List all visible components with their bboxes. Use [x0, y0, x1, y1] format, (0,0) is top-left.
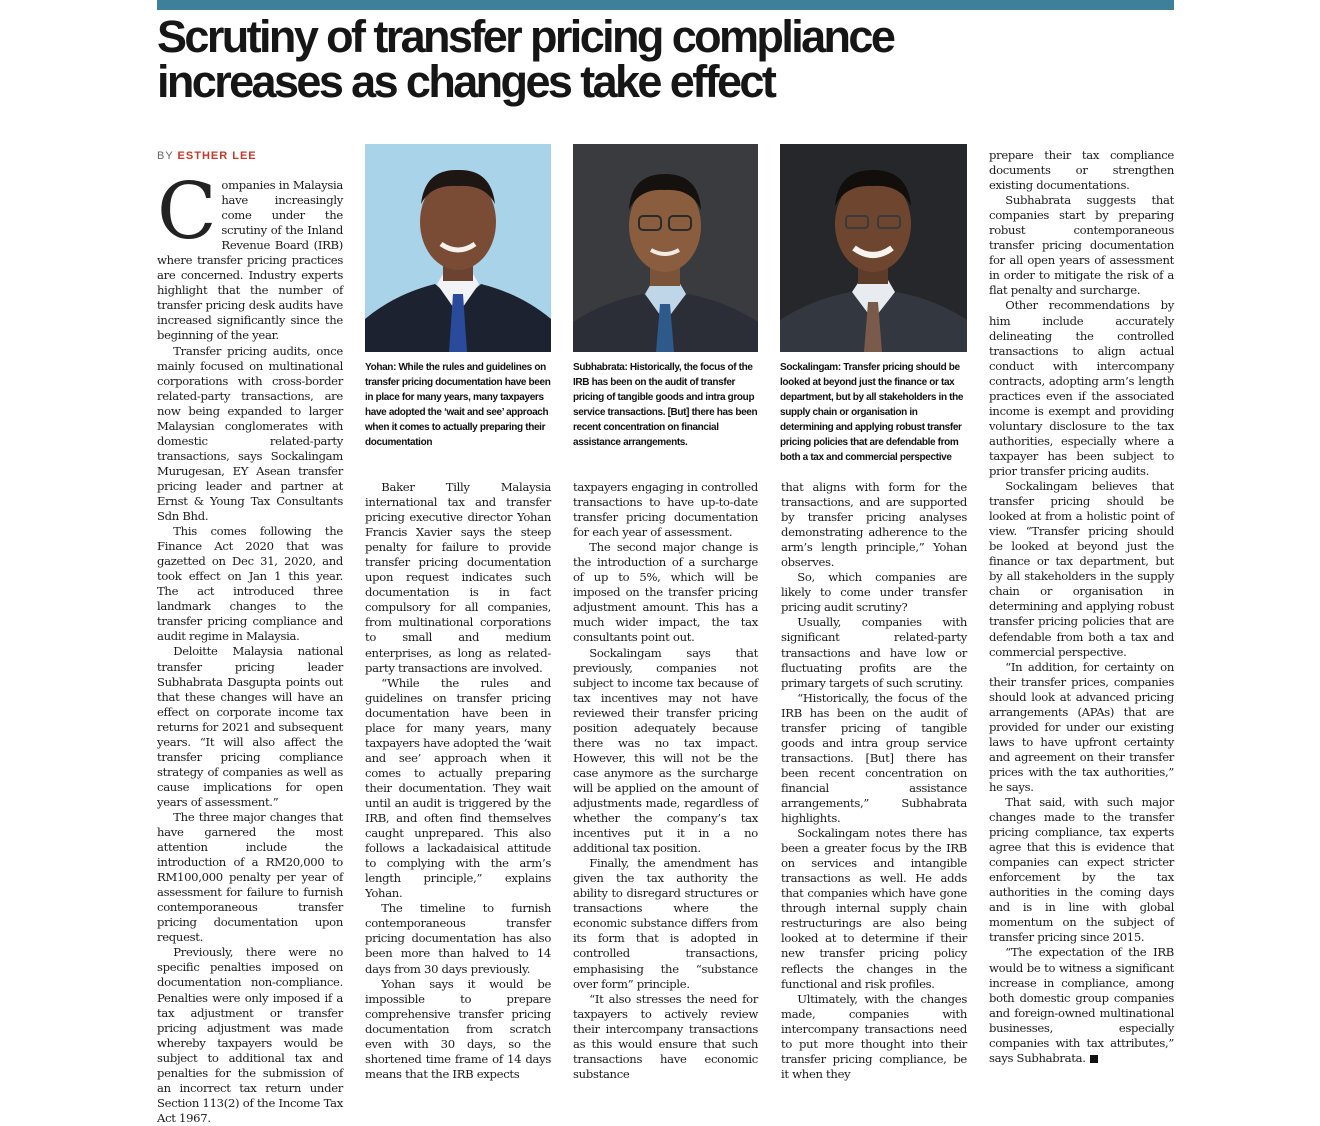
paragraph: Deloitte Malaysia national transfer pricing leader Subhabrata Dasgupta points out that these changes will have an effect on corporate income tax returns for 2021 and subsequent years. “It will also affect the transfer pricing compliance strategy of companies as well as cause implications for open years of assessment.”	[157, 644, 343, 809]
drop-cap: C	[157, 167, 217, 257]
paragraph	[989, 945, 1174, 1065]
paragraph: Other recommendations by him include accurately delineating the controlled transactions to align actual conduct with intercompany contracts, adopting arm’s length practices even if the associated income is exempt and providing voluntary disclosure to the tax authorities, especially where a taxpayer has been subject to prior transfer pricing audits.	[989, 298, 1174, 478]
portrait-sockalingam-image	[780, 144, 967, 352]
article-column-2	[365, 480, 551, 1082]
paragraph: Usually, companies with significant related-party transactions and have low or fluctuating profits are the primary targets of such scrutiny.	[781, 615, 967, 690]
headline: Scrutiny of transfer pricing compliance increases as changes take effect	[157, 11, 894, 107]
paragraph: Ultimately, with the changes made, companies with intercompany transactions need to put more thought into their transfer pricing compliance, be it when they	[781, 991, 967, 1081]
photo-subhabrata	[573, 144, 758, 352]
accent-bar	[157, 0, 1174, 10]
caption-yohan: Yohan: While the rules and guidelines on transfer pricing documentation have been in place for many years, many taxpayers have adopted the ‘wait and see’ approach when it comes to actually preparing their documentation	[365, 362, 551, 448]
end-mark-icon: E	[1090, 1055, 1098, 1063]
paragraph: Transfer pricing audits, once mainly focused on multinational corporations with cross-border related-party transactions, are now being expanded to larger Malaysian conglomerates with domestic related-party transactions, says Sockalingam Murugesan, EY Asean transfer pricing leader and partner at Ernst & Young Tax Consultants Sdn Bhd.	[157, 343, 343, 524]
paragraph: that aligns with form for the transactions, and are supported by transfer pricing analyses demonstrating adherence to the arm’s length principle,” Yohan observes.	[781, 480, 967, 570]
paragraph: The three major changes that have garnered the most attention include the introduction of a RM20,000 to RM100,000 penalty per year of assessment for failure to furnish contemporaneous transfer pricing documentation upon request.	[157, 809, 343, 945]
article-column-1	[157, 167, 343, 1126]
paragraph: taxpayers engaging in controlled transactions to have up-to-date transfer pricing documentation for each year of assessment.	[573, 480, 758, 540]
paragraph: “Historically, the focus of the IRB has been on the audit of transfer pricing of tangible goods and intra group service transactions. [But] there has been recent concentration on financial assistance arrangements,” Subhabrata highlights.	[781, 690, 967, 826]
byline	[157, 150, 257, 162]
caption-sockalingam: Sockalingam: Transfer pricing should be looked at beyond just the finance or tax department, but by all stakeholders in the supply chain or organisation in determining and applying robust transfer pricing policies that are defendable from both a tax and commercial perspective	[780, 362, 964, 463]
paragraph: That said, with such major changes made to the transfer pricing compliance, tax experts agree that this is evidence that companies can expect stricter enforcement by the tax authorities in the coming days and is in line with global momentum on the subject of transfer pricing since 2015.	[989, 795, 1174, 945]
portrait-subhabrata-image	[573, 144, 758, 352]
paragraph: Subhabrata suggests that companies start by preparing robust contemporaneous transfer pricing documentation for all open years of assessment in order to mitigate the risk of a flat penalty and surcharge.	[989, 193, 1174, 298]
paragraph: “While the rules and guidelines on transfer pricing documentation have been in place for many years, many taxpayers have adopted the ‘wait and see’ approach when it comes to actually preparing their documentation. They wait until an audit is triggered by the IRB, and often find themselves caught unprepared. This also follows a lackadaisical attitude to complying with the arm’s length principle,” explains Yohan.	[365, 675, 551, 901]
paragraph: Baker Tilly Malaysia international tax and transfer pricing executive director Yohan Francis Xavier says the steep penalty for failure to provide transfer pricing documentation upon request indicates such documentation is in fact compulsory for all companies, from multinational corporations to small and medium enterprises, as long as related-party transactions are involved.	[365, 480, 551, 675]
paragraph: Finally, the amendment has given the tax authority the ability to disregard structures or transactions where the economic substance differs from its form that is adopted in controlled transactions, emphasising the “substance over form” principle.	[573, 856, 758, 991]
paragraph: This comes following the Finance Act 2020 that was gazetted on Dec 31, 2020, and took effect on Jan 1 this year. The act introduced three landmark changes to the transfer pricing compliance and audit regime in Malaysia.	[157, 524, 343, 644]
paragraph-text: “The expectation of the IRB would be to witness a significant increase in compliance, among both domestic group companies and foreign-owned multinational businesses, especially companies with tax attributes,” says Subhabrata.	[989, 945, 1174, 1065]
article-column-5	[989, 148, 1174, 1066]
photo-sockalingam	[780, 144, 967, 352]
paragraph: Sockalingam believes that transfer pricing should be looked at from a holistic point of view. “Transfer pricing should be looked at beyond just the finance or tax department, but by all stakeholders in the supply chain or organisation in determining and applying robust transfer pricing policies that are defendable from both a tax and commercial perspective.	[989, 479, 1174, 659]
paragraph: prepare their tax compliance documents or strengthen existing documentations.	[989, 148, 1174, 193]
paragraph: Previously, there were no specific penalties imposed on documentation non-compliance. Penalties were only imposed if a tax adjustment or transfer pricing adjustment was made whereby taxpayers would be subject to additional tax and penalties for the submission of an incorrect tax return under Section 113(2) of the Income Tax Act 1967.	[157, 945, 343, 1125]
author-name: ESTHER LEE	[177, 150, 257, 162]
article-column-3	[573, 480, 758, 1082]
paragraph: Yohan says it would be impossible to prepare comprehensive transfer pricing documentation from scratch even with 30 days, so the shortened time frame of 14 days means that the IRB expects	[365, 976, 551, 1081]
portrait-yohan-image	[365, 144, 551, 352]
paragraph-text: ompanies in Malaysia have increasingly come under the scrutiny of the Inland Revenue Board (IRB) where transfer pricing practices are concerned. Industry experts highlight that the number of transfer pricing desk audits have increased significantly since the beginning of the year.	[157, 178, 343, 343]
paragraph: “It also stresses the need for taxpayers to actively review their intercompany transactions as this would ensure that such transactions have economic substance	[573, 991, 758, 1081]
paragraph	[157, 167, 343, 344]
article-column-4	[781, 480, 967, 1082]
paragraph: The timeline to furnish contemporaneous transfer pricing documentation has also been more than halved to 14 days from 30 days previously.	[365, 901, 551, 976]
photo-yohan	[365, 144, 551, 352]
paragraph: The second major change is the introduction of a surcharge of up to 5%, which will be imposed on the transfer pricing adjustment amount. This has a much wider impact, the tax consultants point out.	[573, 540, 758, 645]
paragraph: So, which companies are likely to come under transfer pricing audit scrutiny?	[781, 570, 967, 615]
caption-subhabrata: Subhabrata: Historically, the focus of the IRB has been on the audit of transfer pricing of tangible goods and intra group service transactions. [But] there has been recent concentration on financial assistance arrangements.	[573, 362, 758, 448]
paragraph: “In addition, for certainty on their transfer prices, companies should look at advanced pricing arrangements (APAs) that are provided for under our existing laws to have upfront certainty and agreement on their transfer prices with the tax authorities,” he says.	[989, 659, 1174, 794]
paragraph: Sockalingam notes there has been a greater focus by the IRB on services and intangible transactions as well. He adds that companies which have gone through internal supply chain restructurings are also being looked at to determine if their new transfer pricing policy reflects the changes in the functional and risk profiles.	[781, 826, 967, 991]
byline-prefix: BY	[157, 150, 174, 162]
paragraph: Sockalingam says that previously, companies not subject to income tax because of tax incentives may not have reviewed their transfer pricing position adequately because there was no tax impact. However, this will not be the case anymore as the surcharge will be applied on the amount of adjustments made, regardless of whether the company’s tax incentives put it in a no additional tax position.	[573, 645, 758, 856]
